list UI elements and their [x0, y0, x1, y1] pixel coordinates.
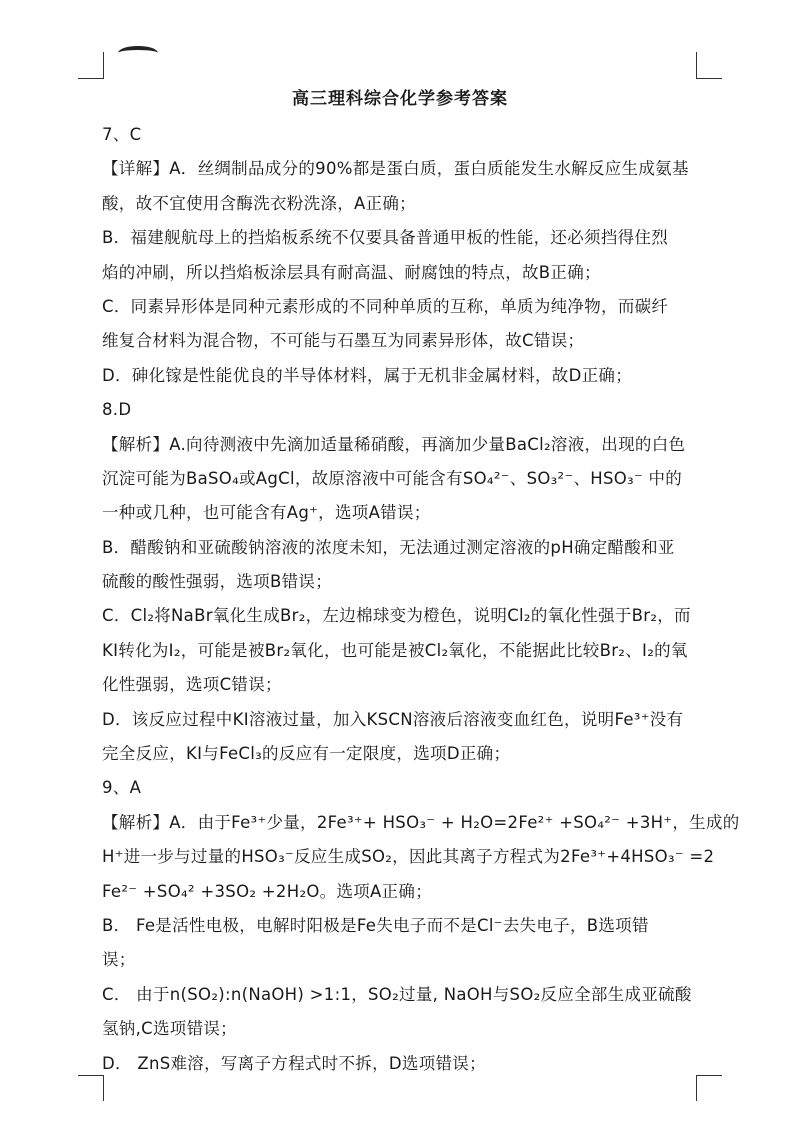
document-title: 高三理科综合化学参考答案 — [292, 89, 508, 109]
text-line: KI转化为I₂，可能是被Br₂氧化，也可能是被Cl₂氧化，不能据此比较Br₂、I₂的氧 — [102, 640, 688, 660]
text-line: B． Fe是活性电极，电解时阳极是Fe失电子而不是Cl⁻去失电子，B选项错 — [102, 915, 649, 935]
scan-smudge — [118, 46, 158, 60]
text-line: 化性强弱，选项C错误； — [102, 675, 282, 695]
crop-mark-bottom-left-h — [78, 1075, 104, 1076]
text-line: 维复合材料为混合物，不可能与石墨互为同素异形体，故C错误； — [102, 331, 585, 351]
text-line: D．砷化镓是性能优良的半导体材料，属于无机非金属材料，故D正确； — [102, 365, 633, 385]
text-line: D．该反应过程中KI溶液过量，加入KSCN溶液后溶液变血红色，说明Fe³⁺没有 — [102, 709, 684, 729]
text-line: C．Cl₂将NaBr氧化生成Br₂，左边棉球变为橙色，说明Cl₂的氧化性强于Br₂，而 — [102, 606, 691, 626]
text-line: 酸，故不宜使用含酶洗衣粉洗涤，A正确； — [102, 193, 416, 213]
text-line: H⁺进一步与过量的HSO₃⁻反应生成SO₂，因此其离子方程式为2Fe³⁺+4HSO₃⁻ =2 — [102, 847, 715, 867]
text-line: C． 由于n(SO₂):n(NaOH) >1:1，SO₂过量, NaOH与SO₂反应全部生成亚硫酸 — [102, 984, 692, 1004]
text-line: 一种或几种，也可能含有Ag⁺，选项A错误； — [102, 503, 431, 523]
text-line: 8.D — [102, 400, 132, 420]
crop-mark-top-left-v — [103, 52, 104, 78]
text-line: 氢钠,C选项错误； — [102, 1019, 237, 1039]
text-line: D． ZnS难溶，写离子方程式时不拆，D选项错误； — [102, 1053, 486, 1073]
text-line: B．福建舰航母上的挡焰板系统不仅要具备普通甲板的性能，还必须挡得住烈 — [102, 228, 669, 248]
text-line: 完全反应，KI与FeCl₃的反应有一定限度，选项D正确； — [102, 744, 511, 764]
text-line: 9、A — [102, 778, 142, 798]
text-line: 7、C — [102, 125, 142, 144]
text-line: 沉淀可能为BaSO₄或AgCl，故原溶液中可能含有SO₄²⁻、SO₃²⁻、HSO₃⁻ 中的 — [102, 468, 683, 488]
text-line: 误； — [102, 950, 136, 970]
crop-mark-top-right-v — [696, 52, 697, 78]
text-line: 硫酸的酸性强弱，选项B错误； — [102, 572, 333, 592]
crop-mark-top-left-h — [78, 78, 104, 79]
text-line: 【解析】A.向待测液中先滴加适量稀硝酸，再滴加少量BaCl₂溶液，出现的白色 — [102, 434, 686, 454]
text-line: 【解析】A．由于Fe³⁺少量，2Fe³⁺+ HSO₃⁻ + H₂O=2Fe²⁺ +SO₄²⁻ +3H⁺，生成的 — [102, 812, 740, 832]
text-line: B．醋酸钠和亚硫酸钠溶液的浓度未知，无法通过测定溶液的pH确定醋酸和亚 — [102, 537, 675, 557]
text-line: 【详解】A．丝绸制品成分的90%都是蛋白质，蛋白质能发生水解反应生成氨基 — [102, 159, 689, 179]
answer-body — [102, 118, 740, 1081]
text-line: C．同素异形体是同种元素形成的不同种单质的互称，单质为纯净物，而碳纤 — [102, 296, 669, 316]
text-line: 焰的冲刷，所以挡焰板涂层具有耐高温、耐腐蚀的特点，故B正确； — [102, 262, 601, 282]
text-line: Fe²⁻ +SO₄² +3SO₂ +2H₂O。选项A正确； — [102, 881, 433, 901]
crop-mark-top-right-h — [696, 78, 722, 79]
